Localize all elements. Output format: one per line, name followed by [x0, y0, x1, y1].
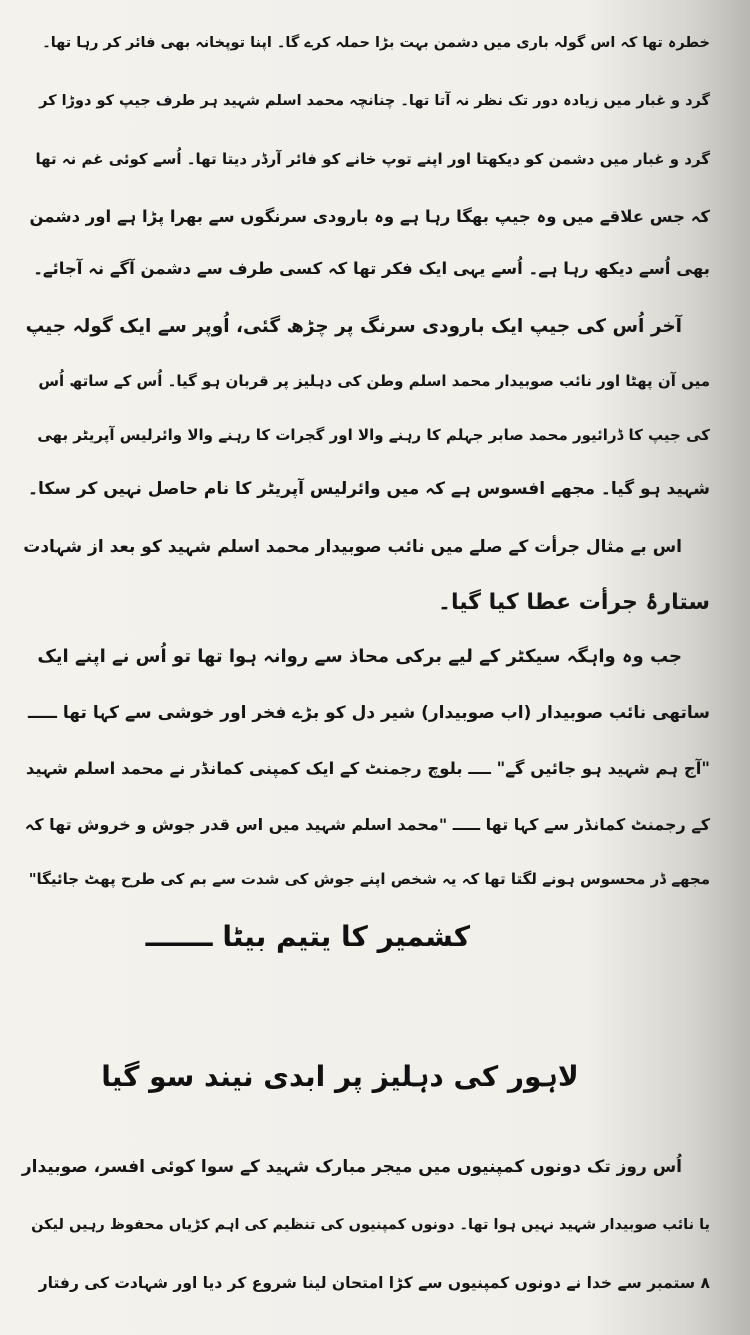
text-line: گرد و غبار میں دشمن کو دیکھتا اور اپنے توپ خانے کو فائر آرڈر دیتا تھا۔ اُسے کوئی غم نہ تھا — [35, 150, 710, 168]
text-line: یا نائب صوبیدار شہید نہیں ہوا تھا۔ دونوں کمپنیوں کی تنظیم کی اہم کڑیاں محفوظ رہیں لیکن — [31, 1217, 710, 1233]
text-line: اس بے مثال جرأت کے صلے میں نائب صوبیدار محمد اسلم شہید کو بعد از شہادت — [23, 537, 682, 557]
text-line: کہ جس علاقے میں وہ جیپ بھگا رہا ہے وہ بارودی سرنگوں سے بھرا پڑا ہے اور دشمن — [29, 207, 710, 226]
text-line: گرد و غبار میں زیادہ دور تک نظر نہ آتا تھا۔ چنانچہ محمد اسلم شہید ہر طرف جیپ کو دوڑا کر — [39, 93, 710, 109]
text-line: کے رجمنٹ کمانڈر سے کہا تھا ـــــ "محمد اسلم شہید میں اس قدر جوش و خروش تھا کہ — [24, 815, 710, 834]
text-line: جب وہ واہگہ سیکٹر کے لیے برکی محاذ سے روانہ ہوا تھا تو اُس نے اپنے ایک — [37, 646, 682, 667]
text-line: مجھے ڈر محسوس ہونے لگتا تھا کہ یہ شخص اپنے جوش کی شدت سے بم کی طرح پھٹ جائیگا" — [28, 870, 710, 888]
section-heading-1: کشمیر کا یتیم بیٹا ـــــــ — [145, 920, 470, 953]
text-line: "آج ہم شہید ہو جائیں گے" ــــ بلوچ رجمنٹ کے ایک کمپنی کمانڈر نے محمد اسلم شہید — [25, 759, 710, 778]
text-line: میں آن پھٹا اور نائب صوبیدار محمد اسلم وطن کی دہلیز پر قربان ہو گیا۔ اُس کے ساتھ اُس — [38, 372, 710, 390]
text-line: آخر اُس کی جیپ ایک بارودی سرنگ پر چڑھ گئی، اُوپر سے ایک گولہ جیپ — [25, 316, 682, 337]
text-line: خطرہ تھا کہ اس گولہ باری میں دشمن بہت بڑا حملہ کرے گا۔ اپنا توپخانہ بھی فائر کر رہا تھا۔ — [42, 35, 710, 51]
text-line: کی جیپ کا ڈرائیور محمد صابر جہلم کا رہنے والا اور گجرات کا رہنے والا وائرلیس آپریٹر بھی — [37, 426, 710, 444]
text-line: اُس روز تک دونوں کمپنیوں میں میجر مبارک شہید کے سوا کوئی افسر، صوبیدار — [21, 1157, 682, 1177]
text-line: شہید ہو گیا۔ مجھے افسوس ہے کہ میں وائرلیس آپریٹر کا نام حاصل نہیں کر سکا۔ — [28, 479, 710, 499]
text-line: ستارۂ جرأت عطا کیا گیا۔ — [438, 590, 710, 615]
text-line: ۸ ستمبر سے خدا نے دونوں کمپنیوں سے کڑا امتحان لینا شروع کر دیا اور شہادت کی رفتار — [38, 1274, 710, 1292]
section-heading-2: لاہور کی دہلیز پر ابدی نیند سو گیا — [101, 1060, 579, 1093]
text-line: ساتھی نائب صوبیدار (اب صوبیدار) شیر دل کو بڑے فخر اور خوشی سے کہا تھا ـــــ — [27, 703, 710, 723]
text-line: بھی اُسے دیکھ رہا ہے۔ اُسے یہی ایک فکر تھا کہ کسی طرف سے دشمن آگے نہ آجائے۔ — [33, 259, 710, 278]
